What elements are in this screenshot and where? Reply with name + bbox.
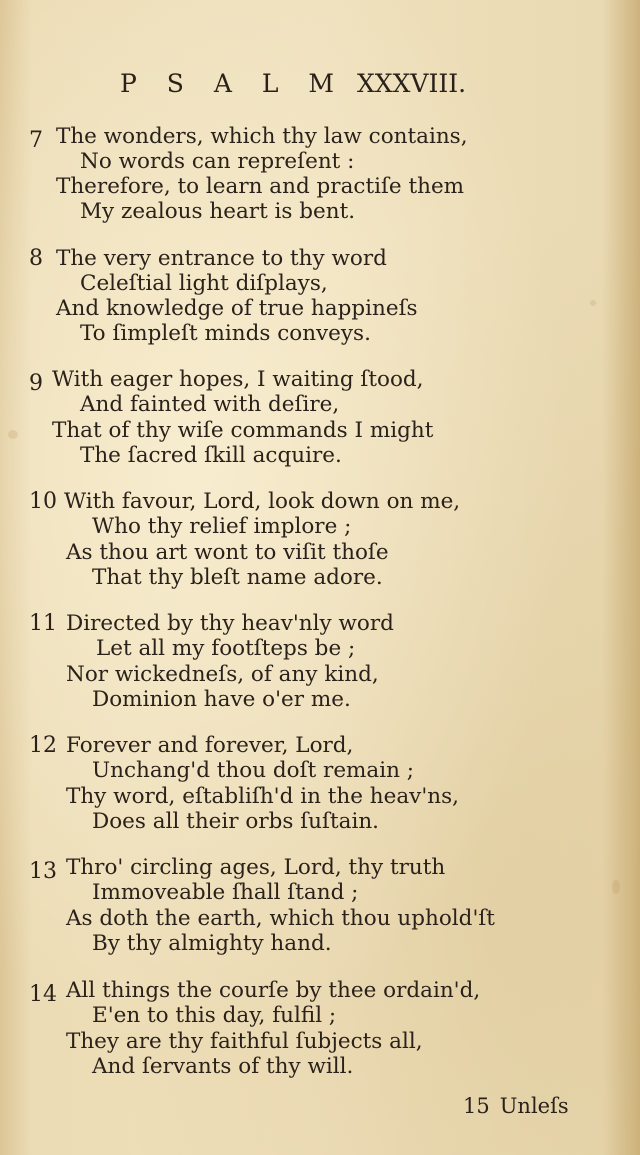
verse-line: They are thy faithful ſubjects all, — [66, 1029, 423, 1054]
running-head-letter: M — [308, 69, 335, 98]
verse-line: Does all their orbs ſuſtain. — [92, 809, 380, 834]
verse-line: And ſervants of thy will. — [92, 1054, 354, 1079]
running-head — [0, 66, 640, 106]
verse-line: All things the courſe by thee ordain'd, — [66, 978, 481, 1003]
verse-line: My zealous heart is bent. — [80, 199, 356, 224]
verse-line: No words can repreſent : — [80, 149, 355, 174]
stanza-number: 13 — [29, 859, 57, 884]
stanza-number: 7 — [29, 128, 43, 153]
verse-line: With favour, Lord, look down on me, — [64, 489, 461, 514]
running-head-letter: A — [213, 69, 233, 98]
running-head-letter: P — [120, 69, 138, 98]
stanza-number: 10 — [29, 489, 57, 514]
verse-line: To ſimpleſt minds conveys. — [80, 321, 371, 346]
catchword-number: 15 — [463, 1094, 490, 1118]
stanza-number: 11 — [29, 611, 57, 636]
verse-line: And fainted with deſire, — [80, 392, 340, 417]
verse-line: Nor wickedneſs, of any kind, — [66, 662, 379, 687]
verse-line: Let all my footſteps be ; — [96, 636, 356, 661]
verse-line: Dominion have o'er me. — [92, 687, 351, 712]
verse-line: The wonders, which thy law contains, — [56, 124, 468, 149]
stanza-number: 14 — [29, 982, 57, 1007]
verse-line: Thy word, eſtabliſh'd in the heav'ns, — [66, 784, 459, 809]
verse-line: The ſacred ſkill acquire. — [80, 443, 342, 468]
verse-line: Forever and forever, Lord, — [66, 733, 354, 758]
stanza-number: 8 — [29, 246, 43, 271]
verse-line: As doth the earth, which thou uphold'ſt — [66, 906, 495, 931]
psalm-number: XXXVIII. — [357, 69, 467, 98]
running-head-letter: S — [166, 69, 185, 98]
verse-line: Celeſtial light diſplays, — [80, 271, 328, 296]
foxing-spot — [8, 430, 18, 439]
verse-line: Immoveable ſhall ſtand ; — [92, 880, 359, 905]
verse-line: Unchang'd thou doſt remain ; — [92, 758, 415, 783]
catchword-text: Unleſs — [499, 1094, 569, 1118]
stanza-number: 9 — [29, 371, 43, 396]
verse-line: E'en to this day, fulfil ; — [92, 1003, 337, 1028]
foxing-spot — [590, 300, 596, 306]
verse-line: That thy bleſt name adore. — [92, 565, 383, 590]
verse-line: Directed by thy heav'nly word — [66, 611, 394, 636]
running-head-title — [120, 66, 335, 102]
verse-line: The very entrance to thy word — [56, 246, 387, 271]
verse-line: That of thy wiſe commands I might — [52, 418, 434, 443]
running-head-letter: L — [261, 69, 280, 98]
verse-line: Therefore, to learn and practiſe them — [56, 174, 465, 199]
verse-line: Thro' circling ages, Lord, thy truth — [66, 855, 446, 880]
verse-line: With eager hopes, I waiting ſtood, — [52, 367, 424, 392]
foxing-spot — [612, 880, 620, 894]
verse-line: As thou art wont to viſit thoſe — [66, 540, 389, 565]
stanza-number: 12 — [29, 733, 57, 758]
verse-line: Who thy relief implore ; — [92, 514, 352, 539]
verse-line: And knowledge of true happineſs — [56, 296, 418, 321]
verse-line: By thy almighty hand. — [92, 931, 332, 956]
catchword — [463, 1093, 569, 1119]
